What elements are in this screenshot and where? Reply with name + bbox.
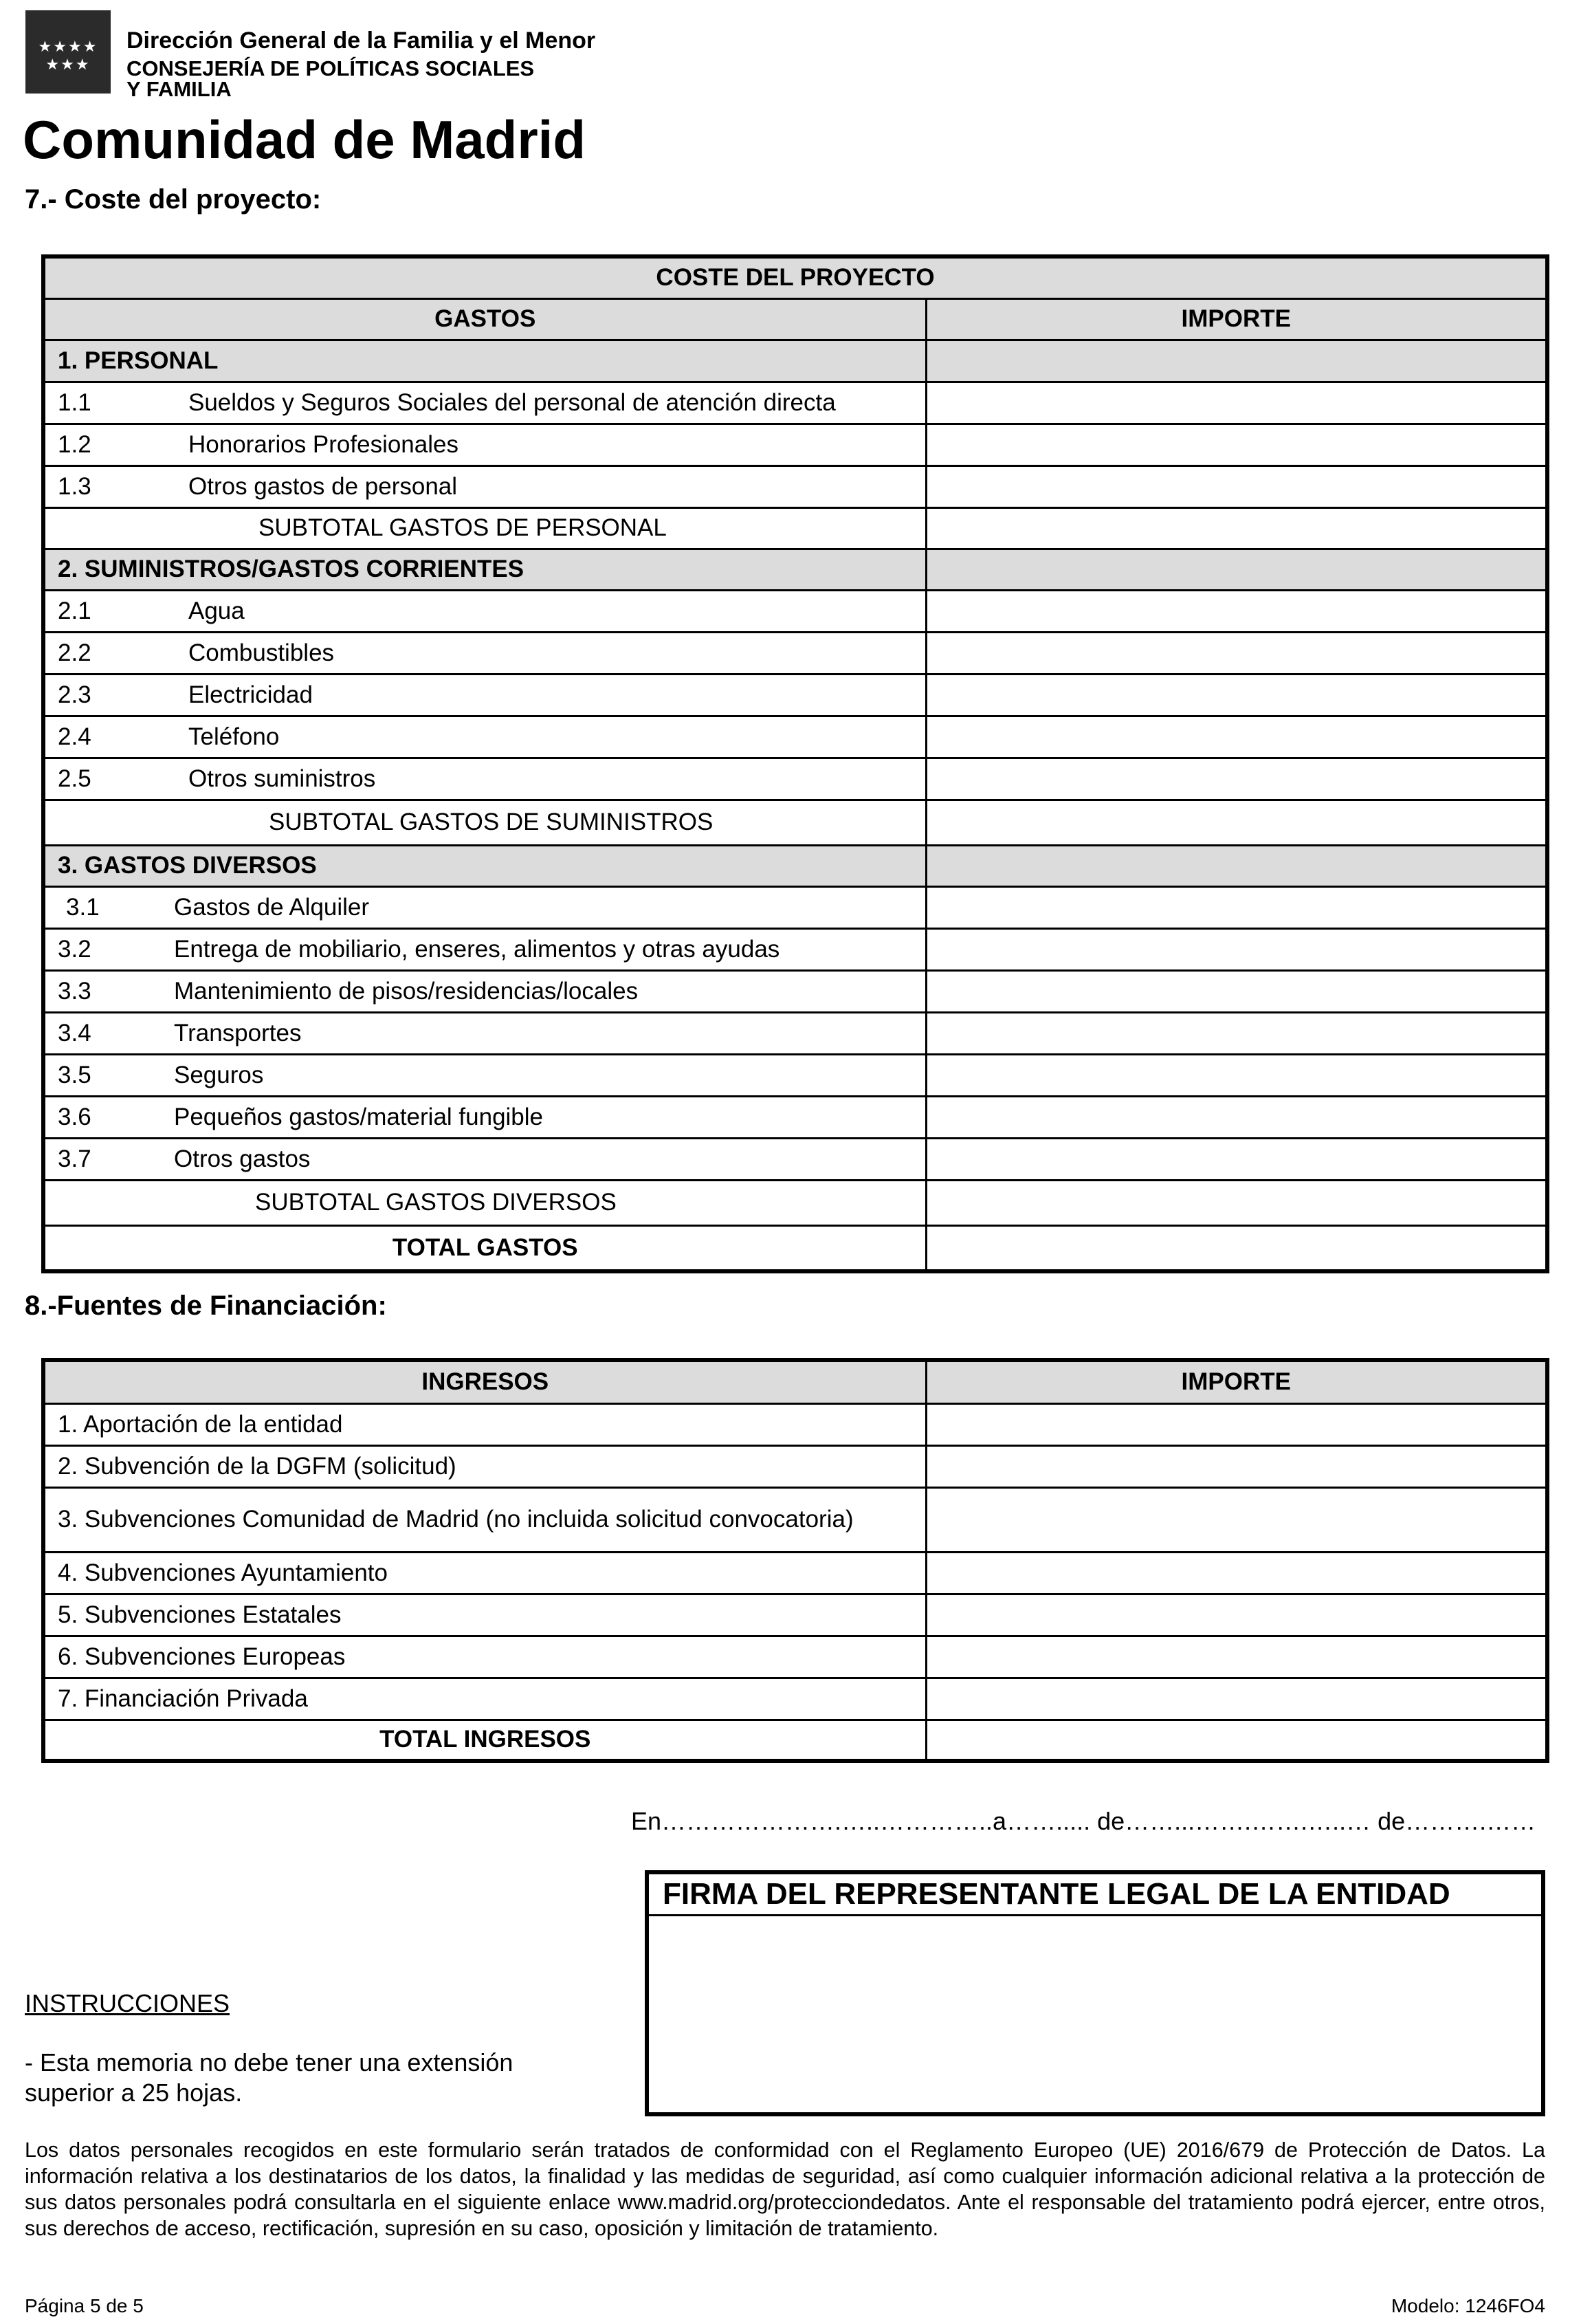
instructions-title: INSTRUCCIONES [25,1989,230,2017]
col-ingresos-header: INGRESOS [43,1360,926,1403]
income-amount-field[interactable] [926,1403,1547,1445]
ministry-name-line1: CONSEJERÍA DE POLÍTICAS SOCIALES [126,56,535,80]
col-importe-header: IMPORTE [926,1360,1547,1403]
cost-table [41,254,1549,1273]
total-gastos-label: TOTAL GASTOS [43,1225,926,1271]
expense-amount-field[interactable] [926,424,1547,465]
place-date-line[interactable]: En………………….…..…………..a……..... de……...…….…….…..… de……….…… [631,1807,1536,1835]
group-suministros-amount [926,549,1547,590]
income-row-label: 1. Aportación de la entidad [43,1403,926,1445]
expense-row-label: 3.3 Mantenimiento de pisos/residencias/locales [43,970,926,1012]
expense-amount-field[interactable] [926,1138,1547,1180]
expense-amount-field[interactable] [926,465,1547,507]
income-row-label: 4. Subvenciones Ayuntamiento [43,1552,926,1594]
expense-row-label: 2.5 Otros suministros [43,758,926,800]
logo-stars-icon: ★★★★ ★★★ [38,38,98,73]
expense-amount-field[interactable] [926,928,1547,970]
subtotal-suministros-field[interactable] [926,800,1547,845]
total-ingresos-field[interactable] [926,1720,1547,1761]
expense-amount-field[interactable] [926,1096,1547,1138]
expense-amount-field[interactable] [926,1012,1547,1054]
income-amount-field[interactable] [926,1552,1547,1594]
subtotal-personal-field[interactable] [926,507,1547,549]
group-personal-title: 1. PERSONAL [43,340,926,382]
income-row-label: 5. Subvenciones Estatales [43,1594,926,1636]
expense-amount-field[interactable] [926,674,1547,716]
group-personal-amount [926,340,1547,382]
subtotal-diversos-field[interactable] [926,1180,1547,1225]
subtotal-personal-label: SUBTOTAL GASTOS DE PERSONAL [43,507,926,549]
model-code: Modelo: 1246FO4 [1391,2295,1545,2316]
group-diversos-title: 3. GASTOS DIVERSOS [43,845,926,886]
signature-box[interactable] [645,1870,1545,2116]
expense-row-label: 2.1 Agua [43,590,926,632]
signature-title: FIRMA DEL REPRESENTANTE LEGAL DE LA ENTIDAD [649,1874,1541,1916]
expense-amount-field[interactable] [926,590,1547,632]
expense-row-label: 1.3 Otros gastos de personal [43,465,926,507]
income-amount-field[interactable] [926,1487,1547,1552]
expense-row-label: 2.3 Electricidad [43,674,926,716]
expense-amount-field[interactable] [926,886,1547,928]
instructions-text: - Esta memoria no debe tener una extensión superior a 25 hojas. [25,2048,513,2107]
expense-row-label: 1.2 Honorarios Profesionales [43,424,926,465]
income-table [41,1358,1549,1763]
col-gastos-header: GASTOS [43,298,926,340]
subtotal-diversos-label: SUBTOTAL GASTOS DIVERSOS [43,1180,926,1225]
expense-row-label: 3.7 Otros gastos [43,1138,926,1180]
total-gastos-field[interactable] [926,1225,1547,1271]
section7-title: 7.- Coste del proyecto: [25,184,322,215]
data-protection-notice: Los datos personales recogidos en este formulario serán tratados de conformidad con el Reglamento Europeo (UE) 2016/679 de Protección de Datos. La información relativa a los destinatarios de los datos, la finalidad y las medidas de seguridad, así como cualquier información adicional relativa a la protección de sus datos personales podrá consultarla en el siguiente enlace www.madrid.org/protecciondedatos. Ante el responsable del tratamiento podrá ejercer, entre otros, sus derechos de acceso, rectificación, supresión en su caso, oposición y limitación de tratamiento. [25,2138,1545,2240]
expense-amount-field[interactable] [926,632,1547,674]
total-ingresos-label: TOTAL INGRESOS [43,1720,926,1761]
expense-amount-field[interactable] [926,382,1547,424]
page-number: Página 5 de 5 [25,2295,144,2316]
cost-table-title: COSTE DEL PROYECTO [43,256,1547,298]
expense-row-label: 3.2 Entrega de mobiliario, enseres, alimentos y otras ayudas [43,928,926,970]
income-amount-field[interactable] [926,1636,1547,1678]
expense-row-label: 3.1 Gastos de Alquiler [43,886,926,928]
income-row-label: 6. Subvenciones Europeas [43,1636,926,1678]
expense-amount-field[interactable] [926,1054,1547,1096]
income-row-label: 3. Subvenciones Comunidad de Madrid (no incluida solicitud convocatoria) [43,1487,926,1552]
group-suministros-title: 2. SUMINISTROS/GASTOS CORRIENTES [43,549,926,590]
subtotal-suministros-label: SUBTOTAL GASTOS DE SUMINISTROS [43,800,926,845]
expense-row-label: 1.1 Sueldos y Seguros Sociales del personal de atención directa [43,382,926,424]
expense-row-label: 2.4 Teléfono [43,716,926,758]
income-amount-field[interactable] [926,1678,1547,1720]
expense-row-label: 3.6 Pequeños gastos/material fungible [43,1096,926,1138]
department-name: Dirección General de la Familia y el Menor [126,28,596,54]
income-amount-field[interactable] [926,1445,1547,1487]
col-importe-header: IMPORTE [926,298,1547,340]
income-amount-field[interactable] [926,1594,1547,1636]
expense-row-label: 3.5 Seguros [43,1054,926,1096]
madrid-logo [25,10,111,94]
income-row-label: 2. Subvención de la DGFM (solicitud) [43,1445,926,1487]
expense-row-label: 3.4 Transportes [43,1012,926,1054]
income-row-label: 7. Financiación Privada [43,1678,926,1720]
expense-amount-field[interactable] [926,970,1547,1012]
ministry-name-line2: Y FAMILIA [126,77,232,101]
expense-row-label: 2.2 Combustibles [43,632,926,674]
group-diversos-amount [926,845,1547,886]
brand-title: Comunidad de Madrid [23,109,586,170]
expense-amount-field[interactable] [926,758,1547,800]
section8-title: 8.-Fuentes de Financiación: [25,1291,387,1321]
expense-amount-field[interactable] [926,716,1547,758]
